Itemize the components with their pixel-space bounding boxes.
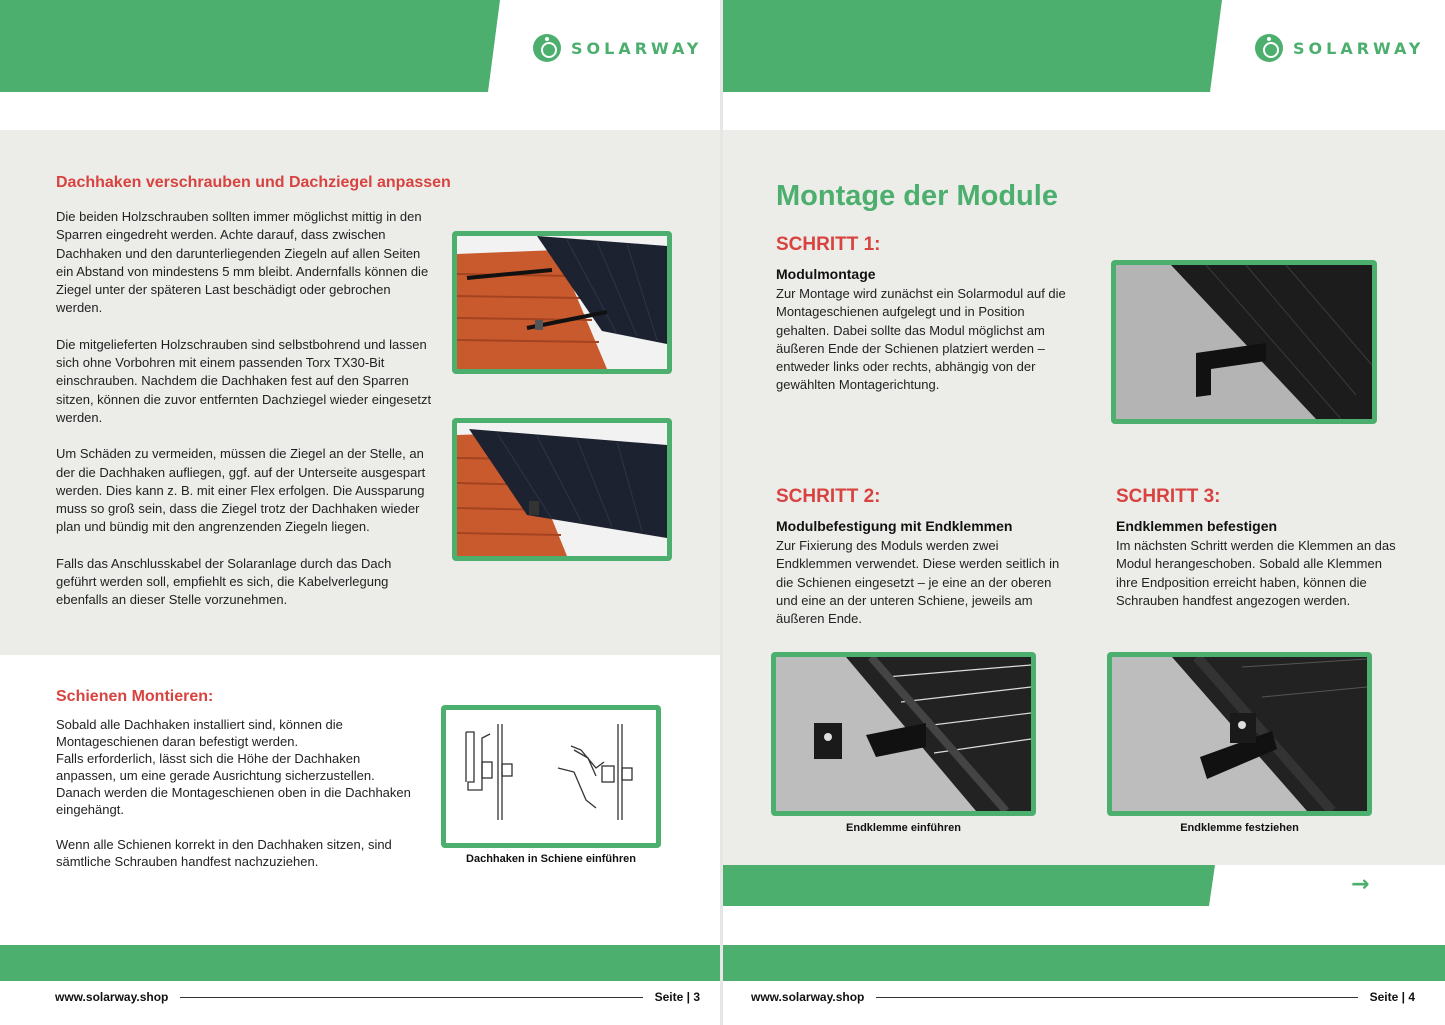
- section-title: Schienen Montieren:: [56, 688, 214, 705]
- rail-diagram: [441, 705, 661, 848]
- footer-divider: [180, 997, 642, 998]
- step-2-photo: [771, 652, 1036, 816]
- brand-logo: [1255, 34, 1424, 62]
- sun-bulb-icon: [1255, 34, 1283, 62]
- roof-hook-photo-1: [452, 231, 672, 374]
- paragraph: Die mitgelieferten Holzschrauben sind selbstbohrend und lassen sich ohne Vorbohren mit einem passenden Torx TX30-Bit einschrauben. Nachdem die Dachhaken fest auf den Sparren sitzen, können die zuvor entfernten Dachziegel wieder eingesetzt werden.: [56, 336, 432, 425]
- paragraph: Falls das Anschlusskabel der Solaranlage durch das Dach geführt werden soll, empfiehlt es sich, die Kabelverlegung ebenfalls an dieser Stelle vorzunehmen.: [56, 555, 392, 608]
- bottom-band: [723, 865, 1445, 907]
- step-subtitle: Endklemmen befestigen: [1116, 518, 1278, 534]
- step-1: [776, 234, 1076, 395]
- page-number: Seite | 4: [1369, 990, 1415, 1004]
- page-right: [723, 0, 1445, 1025]
- sun-bulb-icon: [533, 34, 561, 62]
- arrow-right-icon[interactable]: →: [1351, 872, 1370, 897]
- page-number: Seite | 3: [654, 990, 700, 1004]
- step-subtitle: Modulbefestigung mit Endklemmen: [776, 518, 1013, 534]
- step-text: Zur Montage wird zunächst ein Solarmodul auf die Montageschienen aufgelegt und in Position gehalten. Dabei sollte das Modul möglichst am äußeren Ende der Schienen platziert werden – entweder links oder rechts, abhängig von der gewählten Montagerichtung.: [776, 286, 1066, 393]
- step-3-photo: [1107, 652, 1372, 816]
- step-2: [776, 486, 1076, 628]
- step-3: [1116, 486, 1416, 610]
- roof-hook-photo-2: [452, 418, 672, 561]
- page-left: [0, 0, 720, 1025]
- brand-logo: [533, 34, 702, 62]
- paragraph: Wenn alle Schienen korrekt in den Dachhaken sitzen, sind sämtliche Schrauben handfest nachzuziehen.: [56, 837, 392, 869]
- section-dachhaken: [56, 174, 456, 628]
- title-text: Montage der Module: [776, 180, 1058, 212]
- step-label: SCHRITT 3:: [1116, 486, 1221, 507]
- brand-name: SOLARWAY: [1293, 38, 1425, 58]
- footer: [55, 990, 700, 1004]
- step-1-photo: [1111, 260, 1377, 424]
- step-text: Im nächsten Schritt werden die Klemmen an das Modul herangeschoben. Sobald alle Klemmen ihre Endposition erreicht haben, können die Schrauben handfest angezogen werden.: [1116, 538, 1396, 608]
- website-link[interactable]: www.solarway.shop: [751, 990, 865, 1004]
- footer: [751, 990, 1415, 1004]
- footer-band: [0, 945, 720, 981]
- website-link[interactable]: www.solarway.shop: [55, 990, 169, 1004]
- step-text: Zur Fixierung des Moduls werden zwei Endklemmen verwendet. Diese werden seitlich in die Schienen eingesetzt – je eine an der oberen und eine an der unteren Schiene, jeweils am äußeren Ende.: [776, 538, 1060, 627]
- section-title: Dachhaken verschrauben und Dachziegel anpassen: [56, 174, 451, 191]
- paragraph: Sobald alle Dachhaken installiert sind, können die Montageschienen daran befestigt werden. Falls erforderlich, lässt sich die Höhe der Dachhaken anpassen, um eine gerade Ausrichtung sicherzustellen. Danach werden die Montageschienen oben in die Dachhaken eingehängt.: [56, 717, 411, 817]
- step-3-caption: Endklemme festziehen: [1180, 822, 1299, 834]
- diagram-caption: Dachhaken in Schiene einführen: [466, 853, 636, 865]
- step-2-caption: Endklemme einführen: [846, 822, 961, 834]
- paragraph: Um Schäden zu vermeiden, müssen die Ziegel an der Stelle, an der die Dachhaken aufliegen, ggf. auf der Unterseite ausgespart werden. Dies kann z. B. mit einer Flex erfolgen. Die Aussparung muss so groß sein, dass die Ziegel trotz der Dachhaken wieder plan und bündig mit den angrenzenden Ziegeln liegen.: [56, 446, 426, 535]
- footer-divider: [876, 997, 1357, 998]
- section-schienen: [56, 688, 426, 888]
- footer-band: [723, 945, 1445, 981]
- paragraph: Die beiden Holzschrauben sollten immer möglichst mittig in den Sparren eingedreht werden. Achte darauf, dass zwischen Dachhaken und den darunterliegenden Ziegeln auf allen Seiten ein Abstand von mindestens 5 mm bleibt. Andernfalls können die Ziegel unter der späteren Last beschädigt oder gebrochen werden.: [56, 209, 429, 316]
- step-subtitle: Modulmontage: [776, 266, 876, 282]
- step-label: SCHRITT 1:: [776, 234, 881, 255]
- page-title: [776, 180, 1058, 213]
- step-label: SCHRITT 2:: [776, 486, 881, 507]
- brand-name: SOLARWAY: [571, 38, 703, 58]
